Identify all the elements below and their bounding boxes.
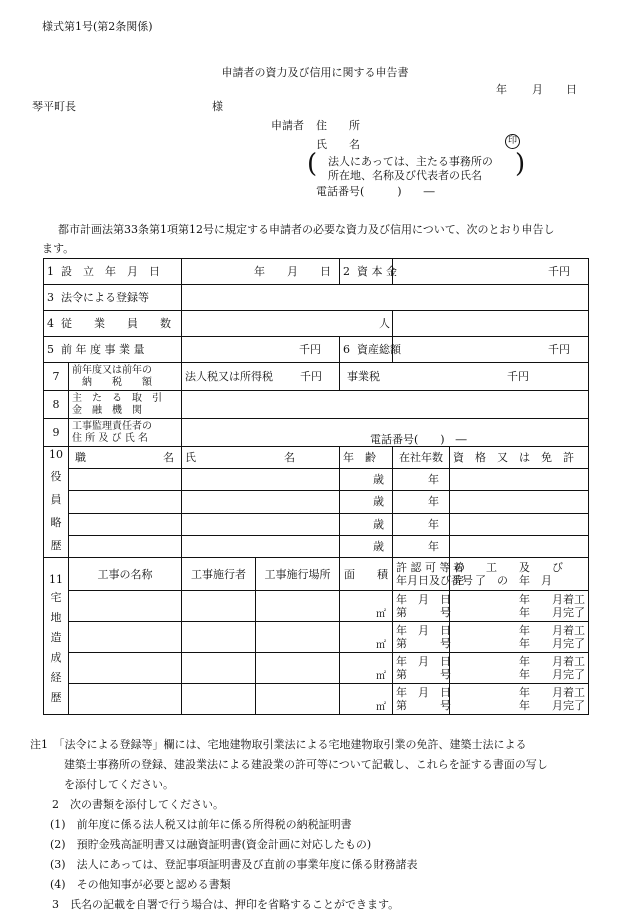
row-num: 6 <box>343 342 350 356</box>
table-row <box>44 469 589 491</box>
officer-title-header: 職 名 <box>69 447 182 469</box>
note-1-line2: 建築士事務所の登録、建設業法による建設業の許可等について記載し、これらを証する書面の写し <box>64 758 548 771</box>
officer-license-cell[interactable] <box>450 513 589 535</box>
officers-vertical-label: 役 員 略 歴 <box>50 470 62 553</box>
income-tax-cell[interactable] <box>182 363 340 391</box>
supervisor-label-line1: 工事監理責任者の <box>72 420 152 432</box>
officer-title-cell[interactable] <box>69 491 182 513</box>
row-num: 5 <box>47 342 54 356</box>
capital-cell[interactable]: 千円 <box>393 259 589 285</box>
notes-section <box>30 735 600 915</box>
officer-license-cell[interactable] <box>450 535 589 557</box>
note-1-line1: 注1 「法令による登録等」欄には、宅地建物取引業法による宅地建物取引業の免許、建築士法による <box>30 738 527 751</box>
employees-cell[interactable]: 人 <box>182 311 393 337</box>
officer-title-cell[interactable] <box>69 535 182 557</box>
row-num: 2 <box>343 264 350 278</box>
table-row <box>44 513 589 535</box>
addressee-town: 琴平町長 <box>32 100 76 113</box>
row-development-header <box>44 558 589 591</box>
supervisor-label-line2: 住 所 及 び 氏 名 <box>72 432 148 444</box>
capital-label: 資 本 金 <box>357 264 397 278</box>
bracket-left: ( <box>307 149 318 179</box>
note-2-item: (4) その他知事が必要と認める書類 <box>50 878 231 891</box>
contractor-cell[interactable] <box>182 653 256 684</box>
note-1-line3: を添付してください。 <box>64 778 174 791</box>
officer-license-cell[interactable] <box>450 491 589 513</box>
row-bank <box>44 391 589 419</box>
officer-tenure-cell[interactable]: 年 <box>393 469 450 491</box>
business-tax-cell[interactable] <box>340 363 589 391</box>
row-employees <box>44 311 589 337</box>
business-tax-unit: 千円 <box>507 369 529 383</box>
row-officers-header <box>44 447 589 469</box>
business-tax-label: 事業税 <box>347 369 380 383</box>
note-2-item: (2) 預貯金残高証明書又は融資証明書(資金計画に対応したもの) <box>50 838 372 851</box>
form-number: 様式第1号(第2条関係) <box>42 20 153 33</box>
work-site-cell[interactable] <box>256 622 340 653</box>
page-title: 申請者の資力及び信用に関する申告書 <box>221 66 409 79</box>
supervisor-phone-label: 電話番号( ) ― <box>370 432 467 446</box>
table-row <box>44 622 589 653</box>
work-name-header: 工事の名称 <box>69 558 182 591</box>
work-site-header: 工事施行場所 <box>256 558 340 591</box>
name-label: 氏 名 <box>316 138 360 151</box>
permit-header-line2: 年月日及び番号 <box>396 574 473 588</box>
officer-name-cell[interactable] <box>182 535 340 557</box>
bracket-right: ) <box>515 149 526 179</box>
row-num: 4 <box>47 316 54 330</box>
officer-tenure-cell[interactable]: 年 <box>393 513 450 535</box>
area-cell[interactable]: ㎡ <box>340 622 393 653</box>
officer-tenure-cell[interactable]: 年 <box>393 535 450 557</box>
officer-name-cell[interactable] <box>182 513 340 535</box>
area-cell[interactable]: ㎡ <box>340 653 393 684</box>
seal-mark: 印 <box>505 134 520 149</box>
phone-label: 電話番号( ) ― <box>316 185 435 198</box>
period-cell[interactable]: 年 月着工 年 月完了 <box>450 684 589 715</box>
registration-cell[interactable] <box>182 285 589 311</box>
table-row <box>44 591 589 622</box>
date-month: 月 <box>532 83 543 96</box>
contractor-cell[interactable] <box>182 622 256 653</box>
officer-license-cell[interactable] <box>450 469 589 491</box>
row-num: 7 <box>44 363 69 391</box>
establishment-date-cell[interactable]: 年 月 日 <box>182 259 340 285</box>
officer-name-cell[interactable] <box>182 491 340 513</box>
establishment-label: 設 立 年 月 日 <box>61 264 160 278</box>
applicant-label: 申請者 <box>271 119 304 132</box>
permit-cell[interactable]: 年 月 日 第 号 <box>393 653 450 684</box>
officer-license-header: 資 格 又 は 免 許 <box>450 447 589 469</box>
table-row <box>44 491 589 513</box>
row-num: 11 <box>49 573 63 587</box>
officer-name-cell[interactable] <box>182 469 340 491</box>
period-cell[interactable]: 年 月着工 年 月完了 <box>450 653 589 684</box>
business-volume-label: 前 年 度 事 業 量 <box>61 342 145 356</box>
row-num: 10 <box>49 448 63 461</box>
tax-label-line2: 納 税 額 <box>82 376 152 388</box>
period-header-line2: 完 了 の 年 月 <box>453 574 552 588</box>
income-tax-label: 法人税又は所得税 <box>185 369 273 383</box>
employees-label: 従 業 員 数 <box>61 316 171 330</box>
work-name-cell[interactable] <box>69 622 182 653</box>
business-volume-cell[interactable]: 千円 <box>182 337 340 363</box>
table-row <box>44 535 589 557</box>
development-vertical-label: 宅 地 造 成 経 歴 <box>50 591 62 705</box>
row-registration <box>44 285 589 311</box>
intro-line2: ます。 <box>42 242 75 255</box>
officer-age-cell[interactable]: 歳 <box>340 513 393 535</box>
row-supervisor <box>44 419 589 447</box>
officer-title-cell[interactable] <box>69 469 182 491</box>
period-cell[interactable]: 年 月着工 年 月完了 <box>450 622 589 653</box>
permit-cell[interactable]: 年 月 日 第 号 <box>393 591 450 622</box>
row-num: 3 <box>47 290 54 304</box>
total-assets-cell[interactable]: 千円 <box>393 337 589 363</box>
officer-tenure-header: 在社年数 <box>393 447 450 469</box>
row-tax <box>44 363 589 391</box>
officer-age-cell[interactable]: 歳 <box>340 535 393 557</box>
declaration-table <box>43 258 589 715</box>
row-business-volume <box>44 337 589 363</box>
permit-cell[interactable]: 年 月 日 第 号 <box>393 684 450 715</box>
corp-note-line2: 所在地、名称及び代表者の氏名 <box>328 169 482 182</box>
income-tax-unit: 千円 <box>300 369 322 383</box>
intro-line1: 都市計画法第33条第1項第12号に規定する申請者の必要な資力及び信用について、次のとおり申告し <box>58 223 555 236</box>
registration-label: 法令による登録等 <box>61 290 149 304</box>
total-assets-label: 資産総額 <box>357 342 401 356</box>
officer-age-header: 年 齢 <box>340 447 393 469</box>
officer-tenure-cell[interactable]: 年 <box>393 491 450 513</box>
row-num: 1 <box>47 264 54 278</box>
address-label: 住 所 <box>316 119 360 132</box>
note-2: 2 次の書類を添付してください。 <box>52 798 224 811</box>
bank-label-line1: 主 た る 取 引 <box>72 392 162 404</box>
contractor-header: 工事施行者 <box>182 558 256 591</box>
work-name-cell[interactable] <box>69 684 182 715</box>
officer-title-cell[interactable] <box>69 513 182 535</box>
supervisor-cell[interactable] <box>182 419 589 447</box>
work-name-cell[interactable] <box>69 653 182 684</box>
date-year: 年 <box>496 83 507 96</box>
work-name-cell[interactable] <box>69 591 182 622</box>
officer-age-cell[interactable]: 歳 <box>340 491 393 513</box>
row-establishment <box>44 259 589 285</box>
officer-age-cell[interactable]: 歳 <box>340 469 393 491</box>
work-site-cell[interactable] <box>256 684 340 715</box>
row-num: 9 <box>44 419 69 447</box>
area-header: 面 積 <box>340 558 393 591</box>
officer-name-header: 氏 名 <box>182 447 340 469</box>
note-3: 3 氏名の記載を自署で行う場合は、押印を省略することができます。 <box>52 898 400 911</box>
tax-label-line1: 前年度又は前年の <box>72 364 152 376</box>
permit-cell[interactable]: 年 月 日 第 号 <box>393 622 450 653</box>
work-site-cell[interactable] <box>256 653 340 684</box>
contractor-cell[interactable] <box>182 684 256 715</box>
area-cell[interactable]: ㎡ <box>340 684 393 715</box>
period-cell[interactable]: 年 月着工 年 月完了 <box>450 591 589 622</box>
bank-label-line2: 金 融 機 関 <box>72 404 142 416</box>
note-2-item: (1) 前年度に係る法人税又は前年に係る所得税の納税証明書 <box>50 818 352 831</box>
area-cell[interactable]: ㎡ <box>340 591 393 622</box>
table-row <box>44 653 589 684</box>
corp-note-line1: 法人にあっては、主たる事務所の <box>328 155 493 168</box>
contractor-cell[interactable] <box>182 591 256 622</box>
permit-header-line1: 許 認 可 等 の <box>396 561 465 574</box>
work-site-cell[interactable] <box>256 591 340 622</box>
row-num: 8 <box>44 391 69 419</box>
period-header-line1: 着 工 及 び <box>453 561 563 574</box>
date-day: 日 <box>566 83 577 96</box>
addressee-honorific: 様 <box>212 100 223 113</box>
note-2-item: (3) 法人にあっては、登記事項証明書及び直前の事業年度に係る財務諸表 <box>50 858 418 871</box>
table-row <box>44 684 589 715</box>
bank-cell[interactable] <box>182 391 589 419</box>
